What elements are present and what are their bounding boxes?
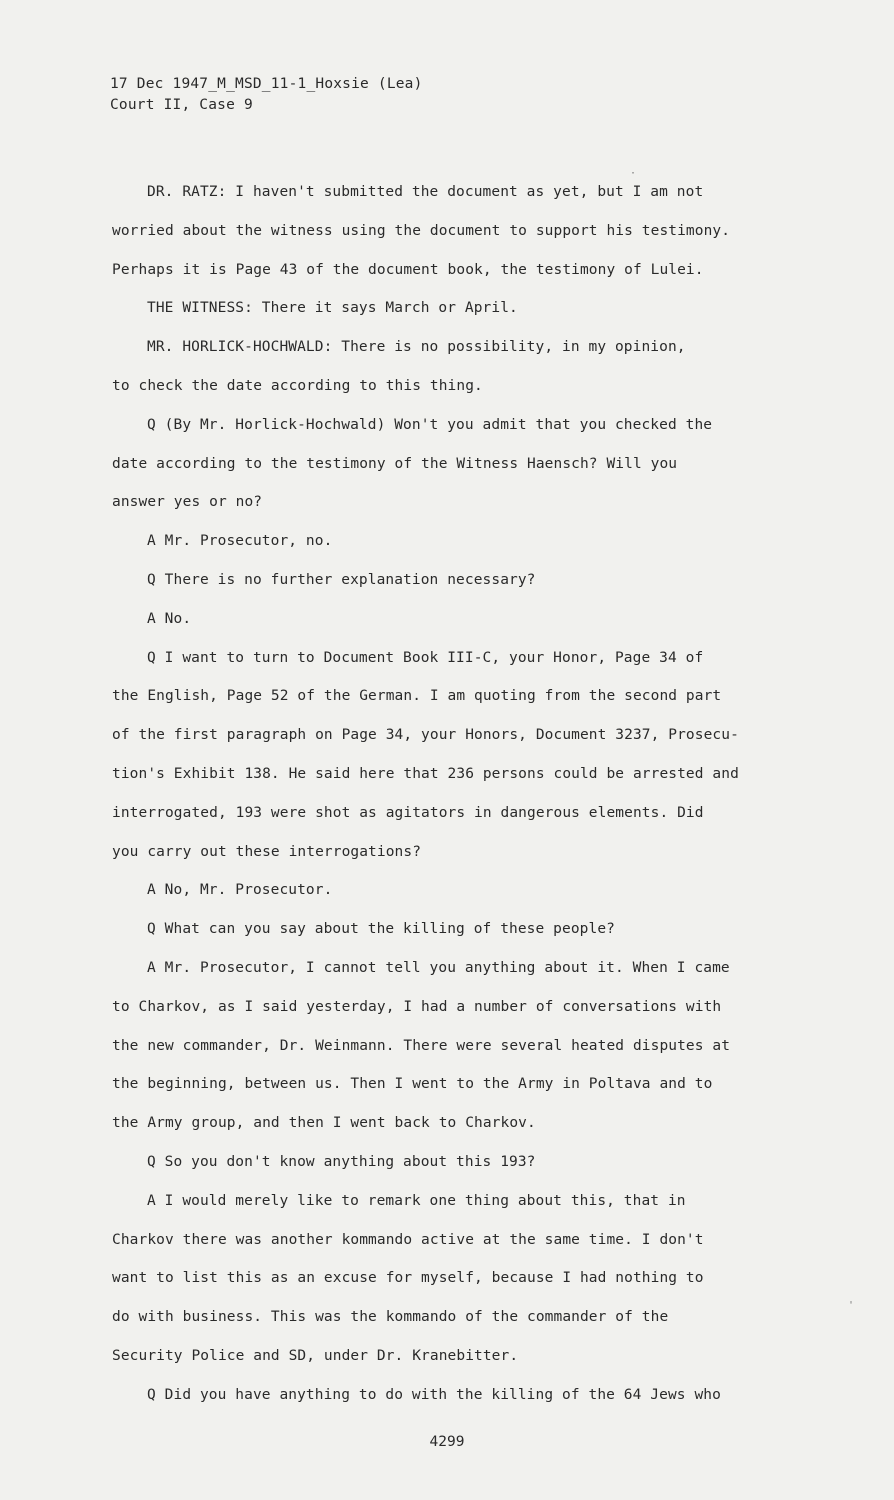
transcript-line: THE WITNESS: There it says March or April. bbox=[147, 300, 518, 317]
transcript-line: the English, Page 52 of the German. I am quoting from the second part bbox=[112, 688, 722, 705]
transcript-line: answer yes or no? bbox=[112, 494, 263, 511]
transcript-line: the beginning, between us. Then I went to the Army in Poltava and to bbox=[112, 1076, 713, 1093]
transcript-line: Q I want to turn to Document Book III-C, your Honor, Page 34 of bbox=[147, 649, 704, 666]
transcript-line: date according to the testimony of the Witness Haensch? Will you bbox=[112, 455, 678, 472]
transcript-line: Security Police and SD, under Dr. Kranebitter. bbox=[112, 1348, 519, 1364]
transcript-line: Q (By Mr. Horlick-Hochwald) Won't you admit that you checked the bbox=[147, 416, 713, 433]
transcript-line: A Mr. Prosecutor, I cannot tell you anything about it. When I came bbox=[147, 960, 730, 976]
transcript-line: Q So you don't know anything about this 193? bbox=[147, 1154, 536, 1170]
paper-speck: · bbox=[630, 168, 637, 179]
transcript-line: A Mr. Prosecutor, no. bbox=[147, 533, 333, 550]
transcript-line: Charkov there was another kommando active at the same time. I don't bbox=[112, 1231, 704, 1248]
transcript-line: tion's Exhibit 138. He said here that 236 persons could be arrested and bbox=[112, 766, 739, 782]
document-header bbox=[110, 74, 423, 116]
header-reference-line: 17 Dec 1947_M_MSD_11-1_Hoxsie (Lea) bbox=[110, 76, 423, 92]
transcript-line: A No, Mr. Prosecutor. bbox=[147, 882, 333, 899]
transcript-line: do with business. This was the kommando of the commander of the bbox=[112, 1309, 669, 1326]
page-number: 4299 bbox=[429, 1434, 465, 1450]
transcript-line: the Army group, and then I went back to Charkov. bbox=[112, 1115, 536, 1132]
transcript-line: want to list this as an excuse for myself, because I had nothing to bbox=[112, 1270, 704, 1287]
transcript-line: interrogated, 193 were shot as agitators in dangerous elements. Did bbox=[112, 804, 704, 821]
transcript-line: you carry out these interrogations? bbox=[112, 843, 422, 860]
transcript-line: Perhaps it is Page 43 of the document book, the testimony of Lulei. bbox=[112, 261, 704, 278]
header-court-line: Court II, Case 9 bbox=[110, 97, 253, 113]
transcript-line: A No. bbox=[147, 610, 192, 627]
transcript-line: A I would merely like to remark one thing about this, that in bbox=[147, 1192, 686, 1209]
transcript-line: to check the date according to this thing. bbox=[112, 378, 483, 394]
transcript-line: the new commander, Dr. Weinmann. There were several heated disputes at bbox=[112, 1037, 731, 1054]
paper-speck: ' bbox=[848, 1300, 855, 1311]
transcript-line: Q What can you say about the killing of these people? bbox=[147, 921, 615, 938]
transcript-line: DR. RATZ: I haven't submitted the document as yet, but I am not bbox=[147, 184, 704, 200]
transcript-line: MR. HORLICK-HOCHWALD: There is no possibility, in my opinion, bbox=[147, 339, 686, 356]
transcript-line: Q There is no further explanation necessary? bbox=[147, 572, 536, 588]
transcript-line: of the first paragraph on Page 34, your Honors, Document 3237, Prosecu- bbox=[112, 727, 739, 744]
transcript-line: worried about the witness using the document to support his testimony. bbox=[112, 222, 731, 239]
transcript-line: to Charkov, as I said yesterday, I had a number of conversations with bbox=[112, 998, 722, 1015]
transcript-line: Q Did you have anything to do with the killing of the 64 Jews who bbox=[147, 1386, 721, 1403]
